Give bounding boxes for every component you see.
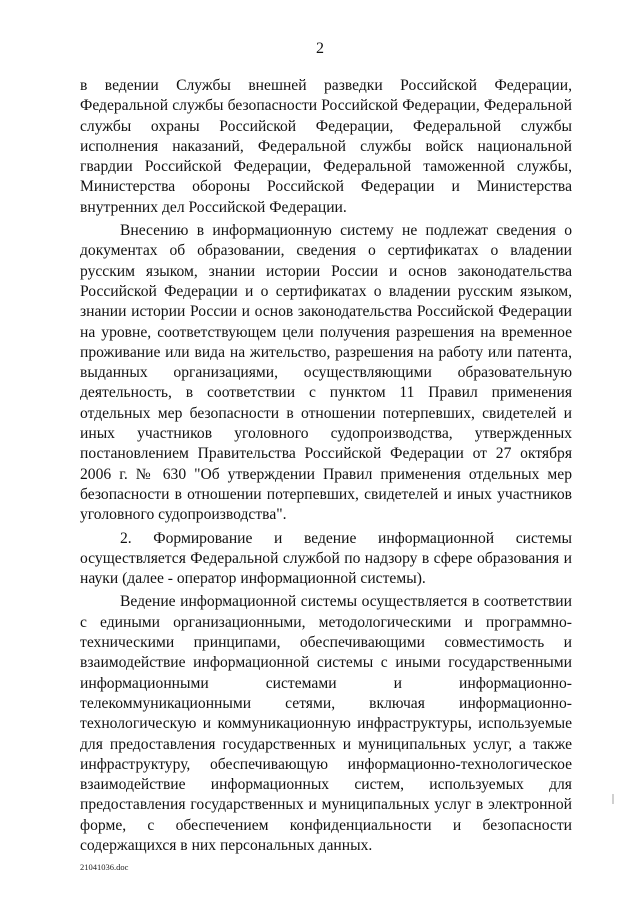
paragraph-4: Ведение информационной системы осуществляется в соответствии с едиными организационными, методологическими и программно-техническими принципами, обеспечивающими совместимость и взаимодействие информационной системы с иными государственными информационными системами и информационно-телекоммуникационными сетями, включая информационно-технологическую и коммуникационную инфраструктуры, используемые для предоставления государственных и муниципальных услуг, а также инфраструктуру, обеспечивающую информационно-технологическое взаимодействие информационных систем, используемых для предоставления государственных и муниципальных услуг в электронной форме, с обеспечением конфиденциальности и безопасности содержащихся в них персональных данных.: [80, 593, 572, 854]
paragraph-2: Внесению в информационную систему не подлежат сведения о документах об образовании, сведения о сертификатах о владении русским языком, знании истории России и основ законодательства Российской Федерации и о сертификатах о владении русским языком, знании истории России и основ законодательства Российской Федерации на уровне, соответствующем цели получения разрешения на временное проживание или вида на жительство, разрешения на работу или патента, выданных организациями, осуществляющими образовательную деятельность, в соответствии с пунктом 11 Правил применения отдельных мер безопасности в отношении потерпевших, свидетелей и иных участников уголовного судопроизводства, утвержденных постановлением Правительства Российской Федерации от 27 октября 2006 г. № 630 "Об утверждении Правил применения отдельных мер безопасности в отношении потерпевших, свидетелей и иных участников уголовного судопроизводства".: [80, 222, 572, 524]
document-body: [80, 76, 572, 859]
margin-mark: [612, 794, 614, 804]
file-name-footer: 21041036.doc: [80, 862, 129, 872]
page-number: 2: [316, 40, 324, 57]
paragraph-3: 2. Формирование и ведение информационной системы осуществляется Федеральной службой по надзору в сфере образования и науки (далее - оператор информационной системы).: [80, 529, 572, 588]
paragraph-1: в ведении Службы внешней разведки Российской Федерации, Федеральной службы безопасности Российской Федерации, Федеральной службы охраны Российской Федерации, Федеральной службы исполнения наказаний, Федеральной службы войск национальной гвардии Российской Федерации, Федеральной таможенной службы, Министерства обороны Российской Федерации и Министерства внутренних дел Российской Федерации.: [80, 77, 572, 216]
